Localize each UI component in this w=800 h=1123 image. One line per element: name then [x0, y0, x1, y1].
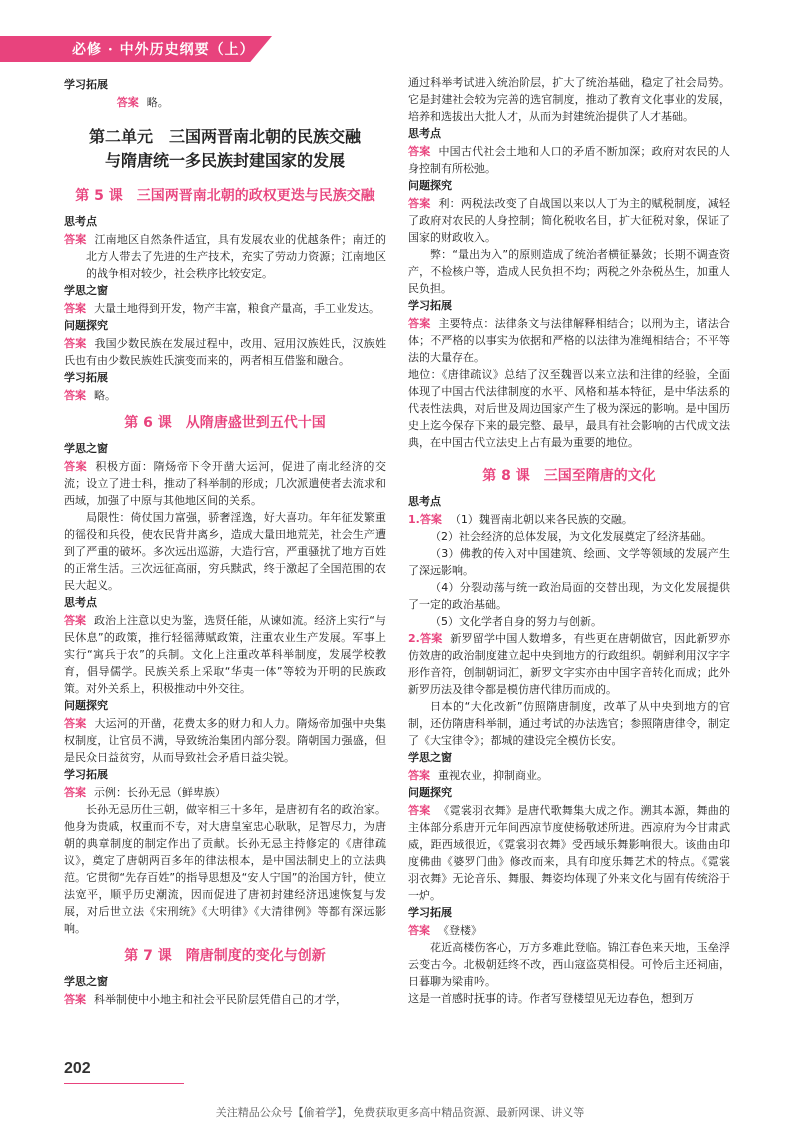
- answer-text: 略。: [146, 96, 169, 109]
- answer-text: 主要特点：法律条文与法律解释相结合；以刑为主，诸法合体；不严格的以事实为依据和严格的以法律为准绳相结合；不平等法的大量存在。: [408, 317, 731, 364]
- answer-label: 答案: [64, 614, 87, 627]
- unit-title: [64, 125, 386, 173]
- answer-label: 答案: [64, 717, 87, 730]
- answer-label: 答案: [408, 804, 431, 817]
- section-label: 学思之窗: [408, 751, 452, 764]
- header-title: 必修 · 中外历史纲要（上）: [72, 42, 255, 58]
- section-label: 思考点: [64, 596, 97, 609]
- section-label: 问题探究: [64, 699, 108, 712]
- paragraph: 日本的“大化改新”仿照隋唐制度，改革了从中央到地方的官制，还仿隋唐科举制，通过考试的办法选官；参照隋唐律令，制定了《大宝律令》；都城的建设完全模仿长安。: [408, 700, 730, 747]
- answer-text: 我国少数民族在发展过程中，改用、冠用汉族姓氏，汉族姓氏也有由少数民族姓氏演变而来的，两者相互借鉴和融合。: [64, 337, 387, 367]
- footer-note: 关注精品公众号【偷着学】，免费获取更多高中精品资源、最新网课、讲义等: [215, 1106, 585, 1119]
- list-item: （4）分裂动荡与统一政治局面的交替出现，为文化发展提供了一定的政治基础。: [408, 581, 730, 611]
- section-label: 问题探究: [64, 319, 108, 332]
- lesson-title-7: 第 7 课 隋唐制度的变化与创新: [124, 948, 326, 964]
- paragraph: 这是一首感时抚事的诗。作者写登楼望见无边春色，想到万: [408, 992, 694, 1005]
- answer-label: 答案: [408, 197, 431, 210]
- question-number: 1.: [408, 513, 420, 526]
- section-label: 学习拓展: [408, 906, 452, 919]
- section-label: 学习拓展: [64, 78, 108, 91]
- answer-text: 《霓裳羽衣舞》是唐代歌舞集大成之作。溯其本源，舞曲的主体部分系唐开元年间西凉节度使杨敬述所进。西凉府为今甘肃武威，距西域很近，《霓裳羽衣舞》受西域乐舞影响很大。该曲由印度佛曲《婆罗门曲》修改而来，具有印度乐舞艺术的特点。《霓裳羽衣舞》无论音乐、舞服、舞姿均体现了外来文化与固有传统浴于一炉。: [408, 804, 731, 902]
- answer-label: 答案: [64, 389, 86, 402]
- section-label: 学习拓展: [408, 299, 452, 312]
- section-label: 问题探究: [408, 786, 452, 799]
- paragraph: 长孙无忌历仕三朝，做宰相三十多年，是唐初有名的政治家。他身为贵戚，权重而不专，对大唐皇室忠心耿耿，足智尽力，为唐朝的典章制度的制定作出了贡献。长孙无忌主持修定的《唐律疏议》，奠定了唐朝两百多年的律法根本，是中国法制史上的立法典范。它贯彻“先存百姓”的指导思想及“安人宁国”的治国方针，使立法宽平，顺乎历史潮流，因而促进了唐初封建经济迅速恢复与发展，对后世立法《宋刑统》《大明律》《大清律例》等都有深远影响。: [64, 803, 386, 935]
- answer-text: 示例：长孙无忌（鲜卑族）: [94, 786, 226, 799]
- paragraph: 通过科举考试进入统治阶层，扩大了统治基础，稳定了社会局势。它是封建社会较为完善的选官制度，推动了教育文化事业的发展，培养和选拔出大批人才，从而为封建统治提供了人才基础。: [408, 76, 730, 123]
- section-label: 思考点: [408, 127, 441, 140]
- answer-text: 江南地区自然条件适宜，具有发展农业的优越条件；南迁的北方人带去了先进的生产技术，充实了劳动力资源；江南地区的战争相对较少，社会秩序比较安定。: [86, 233, 387, 280]
- right-column: [408, 74, 730, 1007]
- answer-text: 积极方面：隋炀帝下令开凿大运河，促进了南北经济的交流；设立了进士科，推动了科举制的形成；几次派遣使者去流求和西域，加强了中原与其他地区间的关系。: [64, 460, 387, 507]
- left-column: [64, 76, 386, 1008]
- list-item: （1）魏晋南北朝以来各民族的交融。: [449, 513, 633, 526]
- answer-label: 答案: [408, 145, 431, 158]
- page-number: 202: [64, 1060, 91, 1077]
- unit-title-line2: 与隋唐统一多民族封建国家的发展: [104, 151, 345, 170]
- lesson-title-6: 第 6 课 从隋唐盛世到五代十国: [124, 415, 326, 431]
- answer-label: 答案: [64, 786, 86, 799]
- paragraph: 地位：《唐律疏议》总结了汉至魏晋以来立法和注律的经验，全面体现了中国古代法律制度的水平、风格和基本特征，是中华法系的代表性法典，对后世及周边国家产生了极为深远的影响。是中国历史上迄今保存下来的最完整、最早，最具有社会影响的古代成文法典，在中国古代立法史上占有最为重要的地位。: [408, 368, 730, 449]
- answer-text: 政治上注意以史为鉴，选贤任能，从谏如流。经济上实行“与民休息”的政策，推行轻徭薄赋政策，注重农业生产发展。军事上实行“寓兵于农”的兵制。文化上注重改革科举制度，发展学校教育，倡导儒学。民族关系上采取“华夷一体”等较为开明的民族政策。对外关系上，积极推动中外交往。: [64, 614, 387, 695]
- list-item: （2）社会经济的总体发展，为文化发展奠定了经济基础。: [430, 530, 712, 543]
- answer-label: 答案: [64, 233, 87, 246]
- section-label: 思考点: [64, 215, 97, 228]
- section-label: 学习拓展: [64, 371, 108, 384]
- question-number: 2.: [408, 632, 420, 645]
- answer-text: 中国古代社会土地和人口的矛盾不断加深；政府对农民的人身控制有所松弛。: [408, 145, 731, 175]
- answer-text: 利：两税法改变了自战国以来以人丁为主的赋税制度，减轻了政府对农民的人身控制；简化税收名目，扩大征税对象，保证了国家的财政收入。: [408, 197, 731, 244]
- answer-label: 答案: [64, 460, 88, 473]
- answer-label: 答案: [419, 632, 443, 645]
- page-number-rule: [64, 1083, 184, 1084]
- answer-label: 答案: [419, 513, 442, 526]
- answer-label: 答案: [64, 302, 86, 315]
- paragraph: 弊：“量出为入”的原则造成了统治者横征暴敛；长期不调查资产，不检核户等，造成人民负担不均；两税之外杂税丛生，加重人民负担。: [408, 248, 730, 295]
- list-item: （3）佛教的传入对中国建筑、绘画、文学等领域的发展产生了深远影响。: [408, 547, 730, 577]
- answer-label: 答案: [408, 769, 430, 782]
- answer-label: 答案: [408, 924, 430, 937]
- paragraph: 局限性：倚仗国力富强，骄奢淫逸，好大喜功。年年征发繁重的徭役和兵役，使农民背井离乡，造成大量田地荒芜，社会生产遭到了严重的破坏。多次远出巡游，大造行宫，严重骚扰了地方百姓的正常生活。三次远征高丽，穷兵黩武，终于激起了全国范围的农民大起义。: [64, 511, 386, 592]
- section-label: 学思之窗: [64, 442, 108, 455]
- list-item: （5）文化学者自身的努力与创新。: [430, 615, 602, 628]
- section-label: 学思之窗: [64, 975, 108, 988]
- unit-title-line1: 第二单元 三国两晋南北朝的民族交融: [88, 127, 361, 146]
- answer-text: 重视农业，抑制商业。: [438, 769, 548, 782]
- answer-text: 略。: [94, 389, 116, 402]
- section-label: 学思之窗: [64, 284, 108, 297]
- lesson-title-5: 第 5 课 三国两晋南北朝的政权更迭与民族交融: [75, 188, 375, 204]
- answer-label: 答案: [64, 337, 87, 350]
- answer-text: 大运河的开凿，花费太多的财力和人力。隋炀帝加强中央集权制度，让官员不满，导致统治集团内部分裂。隋朝国力强盛，但是民众日益贫穷，从而导致社会矛盾日益尖锐。: [64, 717, 387, 764]
- answer-text: 《登楼》: [438, 924, 482, 937]
- section-label: 问题探究: [408, 179, 452, 192]
- answer-text: 科举制使中小地主和社会平民阶层凭借自己的才学，: [94, 993, 347, 1006]
- answer-text: 大量土地得到开发，物产丰富，粮食产量高，手工业发达。: [94, 302, 380, 315]
- answer-label: 答案: [116, 96, 139, 109]
- section-label: 学习拓展: [64, 768, 108, 781]
- lesson-title-8: 第 8 课 三国至隋唐的文化: [482, 468, 656, 484]
- section-label: 思考点: [408, 495, 441, 508]
- poem: 花近高楼伤客心，万方多难此登临。锦江春色来天地，玉垒浮云变古今。北极朝廷终不改，西山寇盗莫相侵。可怜后主还祠庙，日暮聊为梁甫吟。: [408, 941, 730, 988]
- answer-text: 新罗留学中国人数增多，有些更在唐朝做官，因此新罗亦仿效唐的政治制度建立起中央到地方的行政组织。朝鲜利用汉字字形作音符，创制朝词汇，新罗文字实亦由中国字音转化而成；此外新罗历法及律令都是模仿唐代律历而成的。: [408, 632, 731, 696]
- answer-label: 答案: [408, 317, 431, 330]
- answer-label: 答案: [64, 993, 86, 1006]
